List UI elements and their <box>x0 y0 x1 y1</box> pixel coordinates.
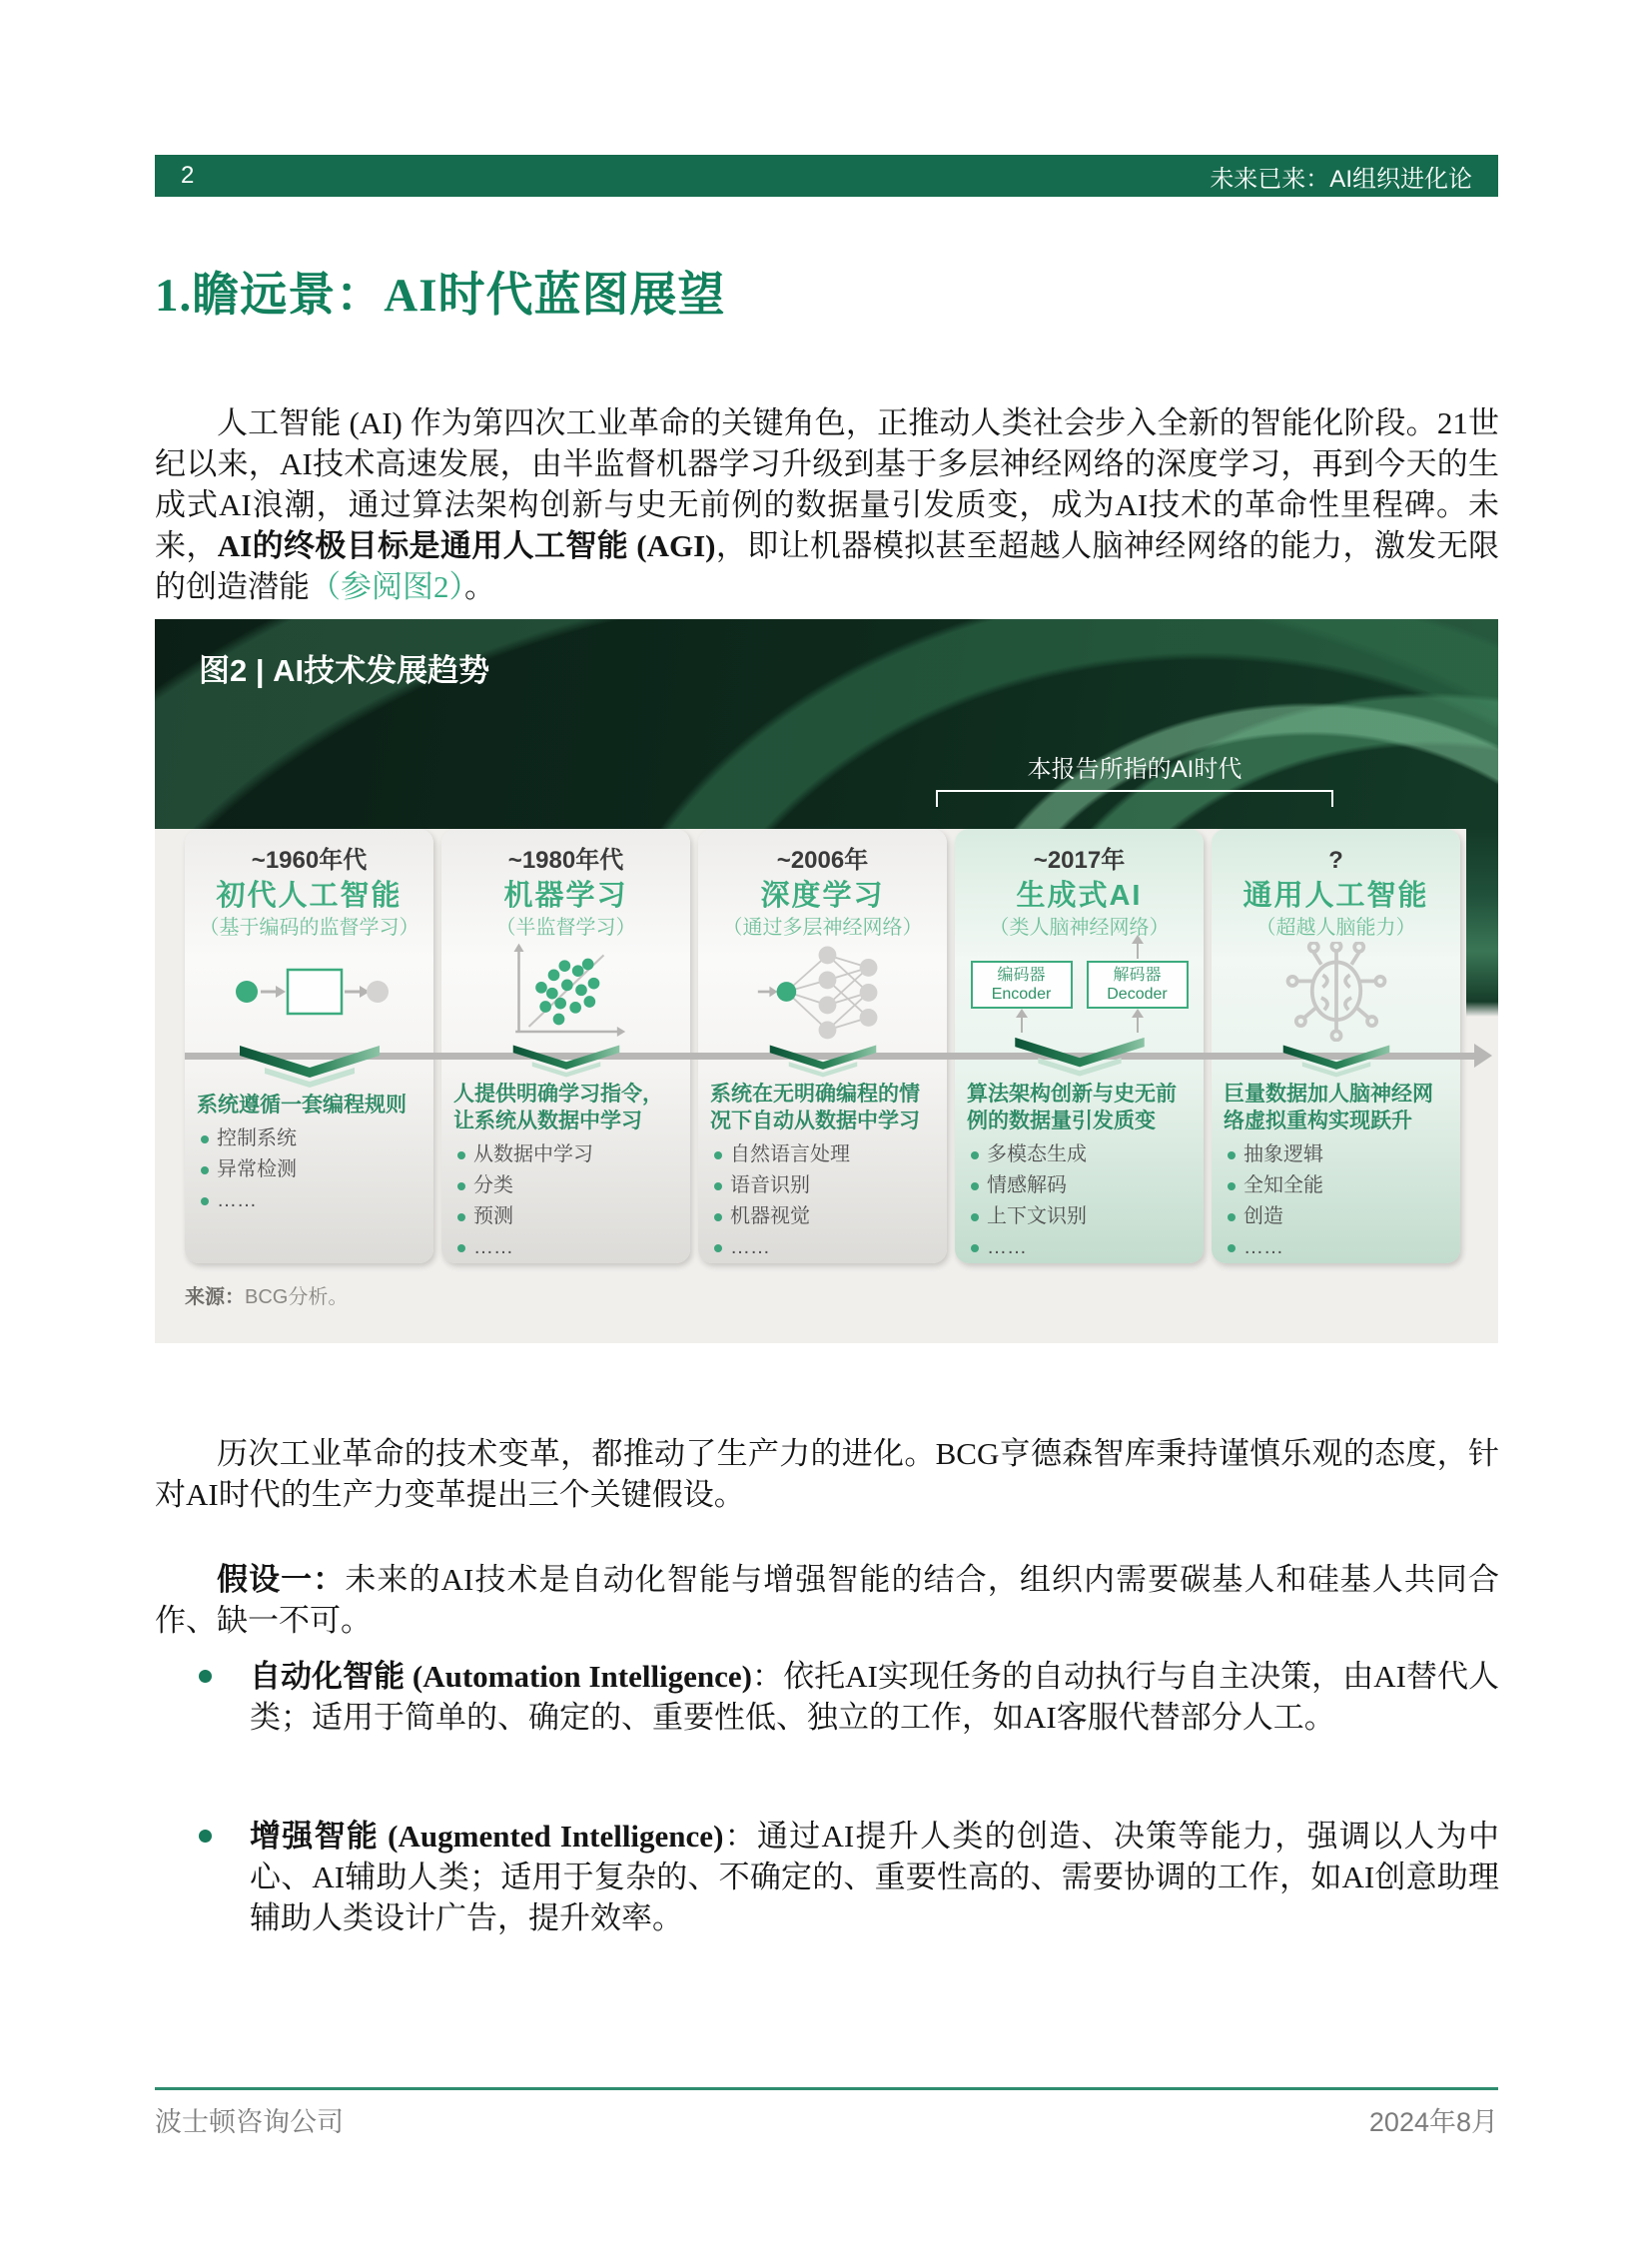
intro-paragraph <box>155 402 1499 607</box>
page-header-bar <box>155 155 1498 197</box>
scope-label: 本报告所指的AI时代 <box>1027 756 1242 783</box>
decoder-label-cn: 解码器 <box>1113 967 1162 985</box>
card-era: ? <box>1328 847 1343 874</box>
process-flow-icon <box>185 942 433 1042</box>
brain-circuit-icon <box>1212 942 1460 1042</box>
card-era: ~1980年代 <box>507 847 624 874</box>
card-bullet: 语音识别 <box>710 1170 935 1201</box>
card-bullet-list <box>197 1123 421 1216</box>
source-text: BCG分析。 <box>245 1286 349 1308</box>
card-name: 机器学习 <box>503 880 628 912</box>
card-bullet: 抽象逻辑 <box>1224 1139 1448 1170</box>
source-label: 来源： <box>185 1286 245 1308</box>
term-automation-desc: ：依托AI实现任务的自动执行与自主决策，由AI替代人类；适用于简单的、确定的、重要性低、独立的工作，如AI客服代替部分人工。 <box>250 1659 1500 1735</box>
card-bullet: 全知全能 <box>1224 1170 1448 1201</box>
page-number: 2 <box>181 162 195 189</box>
card-bullet-list <box>710 1139 935 1263</box>
card-subtitle: （基于编码的监督学习） <box>199 917 419 939</box>
chevron-down-icon <box>1005 1036 1155 1079</box>
card-desc-title: 系统在无明确编程的情况下自动从数据中学习 <box>710 1083 920 1132</box>
card-bullet: 上下文识别 <box>967 1201 1192 1232</box>
card-bullet: …… <box>1224 1232 1448 1263</box>
card-bullet: …… <box>453 1232 678 1263</box>
bullet-item-automation <box>155 1656 1499 1738</box>
hypothesis-paragraph <box>155 1559 1499 1641</box>
card-name: 生成式AI <box>1016 880 1143 912</box>
intro-bold-agi: AI的终极目标是通用人工智能 (AGI) <box>217 528 716 563</box>
section-title: 1.瞻远景：AI时代蓝图展望 <box>155 270 726 322</box>
fig-card-early-ai <box>185 829 433 1263</box>
card-bullet: 从数据中学习 <box>453 1139 678 1170</box>
bullet-item-augmented <box>155 1816 1499 1938</box>
card-subtitle: （超越人脑能力） <box>1255 917 1416 939</box>
chevron-down-icon <box>748 1044 898 1079</box>
card-description <box>185 1090 433 1216</box>
page-footer <box>155 2087 1498 2139</box>
figure-banner-right-strip <box>1466 829 1498 1017</box>
card-bullet: 异常检测 <box>197 1154 421 1185</box>
footer-company: 波士顿咨询公司 <box>155 2107 344 2137</box>
footer-date: 2024年8月 <box>1368 2107 1498 2137</box>
intro-text-2: ，即让机器模拟甚至超越人脑神经网络的能力，激发无限的创造潜能 <box>155 528 1499 604</box>
hypothesis-label: 假设一： <box>217 1562 346 1597</box>
card-bullet: …… <box>197 1185 421 1216</box>
figure-header-banner <box>155 619 1498 829</box>
decoder-label-en: Decoder <box>1107 986 1168 1004</box>
card-bullet: 分类 <box>453 1170 678 1201</box>
card-era: ~1960年代 <box>251 847 368 874</box>
card-desc-title: 算法架构创新与史无前例的数据量引发质变 <box>967 1083 1177 1132</box>
decoder-box <box>1087 961 1189 1009</box>
chevron-down-icon <box>1261 1044 1411 1079</box>
fig-card-agi <box>1212 829 1460 1263</box>
card-bullet: …… <box>710 1232 935 1263</box>
card-description <box>441 1079 690 1263</box>
hypothesis-text: 未来的AI技术是自动化智能与增强智能的结合，组织内需要碳基人和硅基人共同合作、缺一不可。 <box>155 1562 1499 1638</box>
fig-card-machine-learning <box>441 829 690 1263</box>
card-bullet-list <box>1224 1139 1448 1263</box>
scope-bracket <box>936 790 1333 807</box>
fig-card-deep-learning <box>698 829 947 1263</box>
intro-text: 人工智能 (AI) 作为第四次工业革命的关键角色，正推动人类社会步入全新的智能化阶段。21世纪以来，AI技术高速发展，由半监督机器学习升级到基于多层神经网络的深度学习，再到今天的生成式AI浪潮，通过算法架构创新与史无前例的数据量引发质变，成为AI技术的革命性里程碑。未来， <box>155 405 1499 563</box>
card-description <box>955 1079 1204 1263</box>
chevron-down-icon <box>491 1044 641 1079</box>
term-automation-intelligence: 自动化智能 (Automation Intelligence) <box>250 1659 753 1694</box>
term-augmented-intelligence: 增强智能 (Augmented Intelligence) <box>250 1819 724 1854</box>
card-name: 深度学习 <box>760 880 885 912</box>
card-bullet-list <box>453 1139 678 1263</box>
card-bullet: …… <box>967 1232 1192 1263</box>
fig-card-gen-ai <box>955 829 1204 1263</box>
card-bullet: 预测 <box>453 1201 678 1232</box>
card-era: ~2017年 <box>1033 847 1126 874</box>
card-bullet: 机器视觉 <box>710 1201 935 1232</box>
doc-title: 未来已来：AI组织进化论 <box>1210 165 1472 193</box>
card-bullet: 创造 <box>1224 1201 1448 1232</box>
card-subtitle: （半监督学习） <box>495 917 636 939</box>
encoder-decoder-icon <box>955 942 1204 1034</box>
chevron-down-icon <box>235 1044 385 1090</box>
card-name: 初代人工智能 <box>216 880 403 912</box>
card-subtitle: （类人脑神经网络） <box>989 917 1170 939</box>
encoder-box <box>971 961 1073 1009</box>
card-desc-title: 系统遵循一套编程规则 <box>197 1094 407 1117</box>
ai-era-scope <box>936 755 1333 807</box>
card-bullet: 情感解码 <box>967 1170 1192 1201</box>
card-subtitle: （通过多层神经网络） <box>722 917 923 939</box>
card-description <box>1212 1079 1460 1263</box>
neural-network-icon <box>698 942 947 1042</box>
scatter-plot-icon <box>441 942 690 1042</box>
figure2-reference-link[interactable]: （参阅图2） <box>310 569 464 604</box>
card-desc-title: 人提供明确学习指令，让系统从数据中学习 <box>453 1083 663 1132</box>
figure-title: 图2 | AI技术发展趋势 <box>199 653 490 688</box>
card-description <box>698 1079 947 1263</box>
figure-ai-trends <box>155 619 1498 1343</box>
intro-period: 。 <box>464 569 495 604</box>
card-desc-title: 巨量数据加人脑神经网络虚拟重构实现跃升 <box>1224 1083 1433 1132</box>
card-era: ~2006年 <box>776 847 869 874</box>
figure-cards-row <box>185 829 1460 1263</box>
source-note <box>185 1280 348 1309</box>
encoder-label-en: Encoder <box>991 986 1052 1004</box>
card-name: 通用人工智能 <box>1242 880 1429 912</box>
body-paragraph: 历次工业革命的技术变革，都推动了生产力的进化。BCG亨德森智库秉持谨慎乐观的态度，针对AI时代的生产力变革提出三个关键假设。 <box>155 1436 1499 1512</box>
card-bullet: 多模态生成 <box>967 1139 1192 1170</box>
card-bullet: 控制系统 <box>197 1123 421 1154</box>
card-bullet-list <box>967 1139 1192 1263</box>
card-bullet: 自然语言处理 <box>710 1139 935 1170</box>
term-augmented-desc: ：通过AI提升人类的创造、决策等能力，强调以人为中心、AI辅助人类；适用于复杂的、不确定的、重要性高的、需要协调的工作，如AI创意助理辅助人类设计广告，提升效率。 <box>250 1819 1499 1935</box>
encoder-label-cn: 编码器 <box>997 967 1046 985</box>
